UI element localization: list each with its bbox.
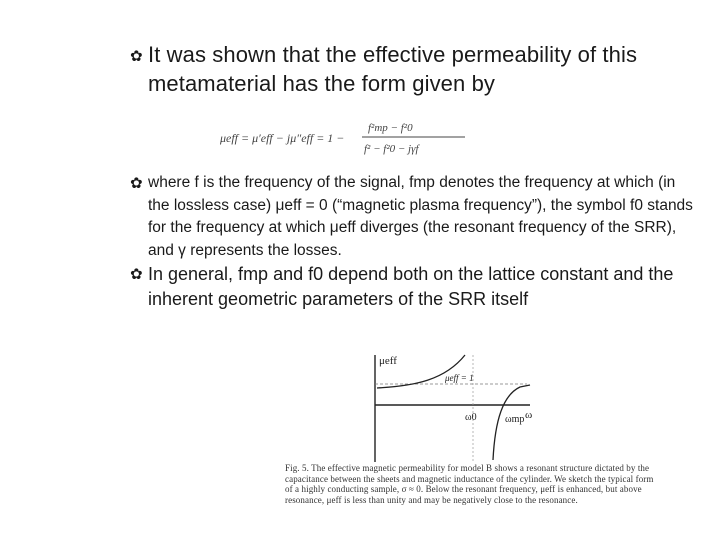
caption-text: The effective magnetic permeability for model B shows a resonant structure dictated by the capacitance between the sheets and magnetic inductance of the cylinder. We sketch the typical form of a highly conducting sample, σ ≈ 0. Below the resonant frequency, μeff is enhanced, but above resonance, μeff is less than unity and may be negatively close to the resonance. xyxy=(285,463,654,505)
omega0-label: ω0 xyxy=(465,412,477,423)
bullet-1-icon: ✿ xyxy=(130,47,143,65)
bullet-1-text: It was shown that the effective permeability of this metamaterial has the form given by xyxy=(148,42,638,96)
permeability-graph xyxy=(355,350,535,465)
figure-caption xyxy=(285,463,655,505)
y-axis-label: μeff xyxy=(379,355,397,367)
bullet-3-text: In general, fmp and f0 depend both on the lattice constant and the inherent geometric parameters of the SRR itself xyxy=(148,264,674,309)
formula-denominator: f² − f²0 − jγf xyxy=(364,143,419,155)
bullet-3-icon: ✿ xyxy=(130,265,143,283)
mu-equals-one-label: μeff = 1 xyxy=(445,373,474,383)
omegamp-label: ωmp xyxy=(505,414,525,425)
formula-numerator: f²mp − f²0 xyxy=(368,122,413,134)
bullet-2-icon: ✿ xyxy=(130,174,143,192)
caption-prefix: Fig. 5. xyxy=(285,463,309,473)
formula-lhs: μeff = μ′eff − jμ″eff = 1 − xyxy=(220,131,345,145)
bullet-2-text: where f is the frequency of the signal, fmp denotes the frequency at which (in the lossless case) μeff = 0 (“magnetic plasma frequency”), the symbol f0 stands for the frequency at which μeff diverges (the resonant frequency of the SRR), and γ represents the losses. xyxy=(148,174,693,259)
permeability-formula xyxy=(220,112,470,162)
x-axis-label: ω xyxy=(525,409,533,421)
